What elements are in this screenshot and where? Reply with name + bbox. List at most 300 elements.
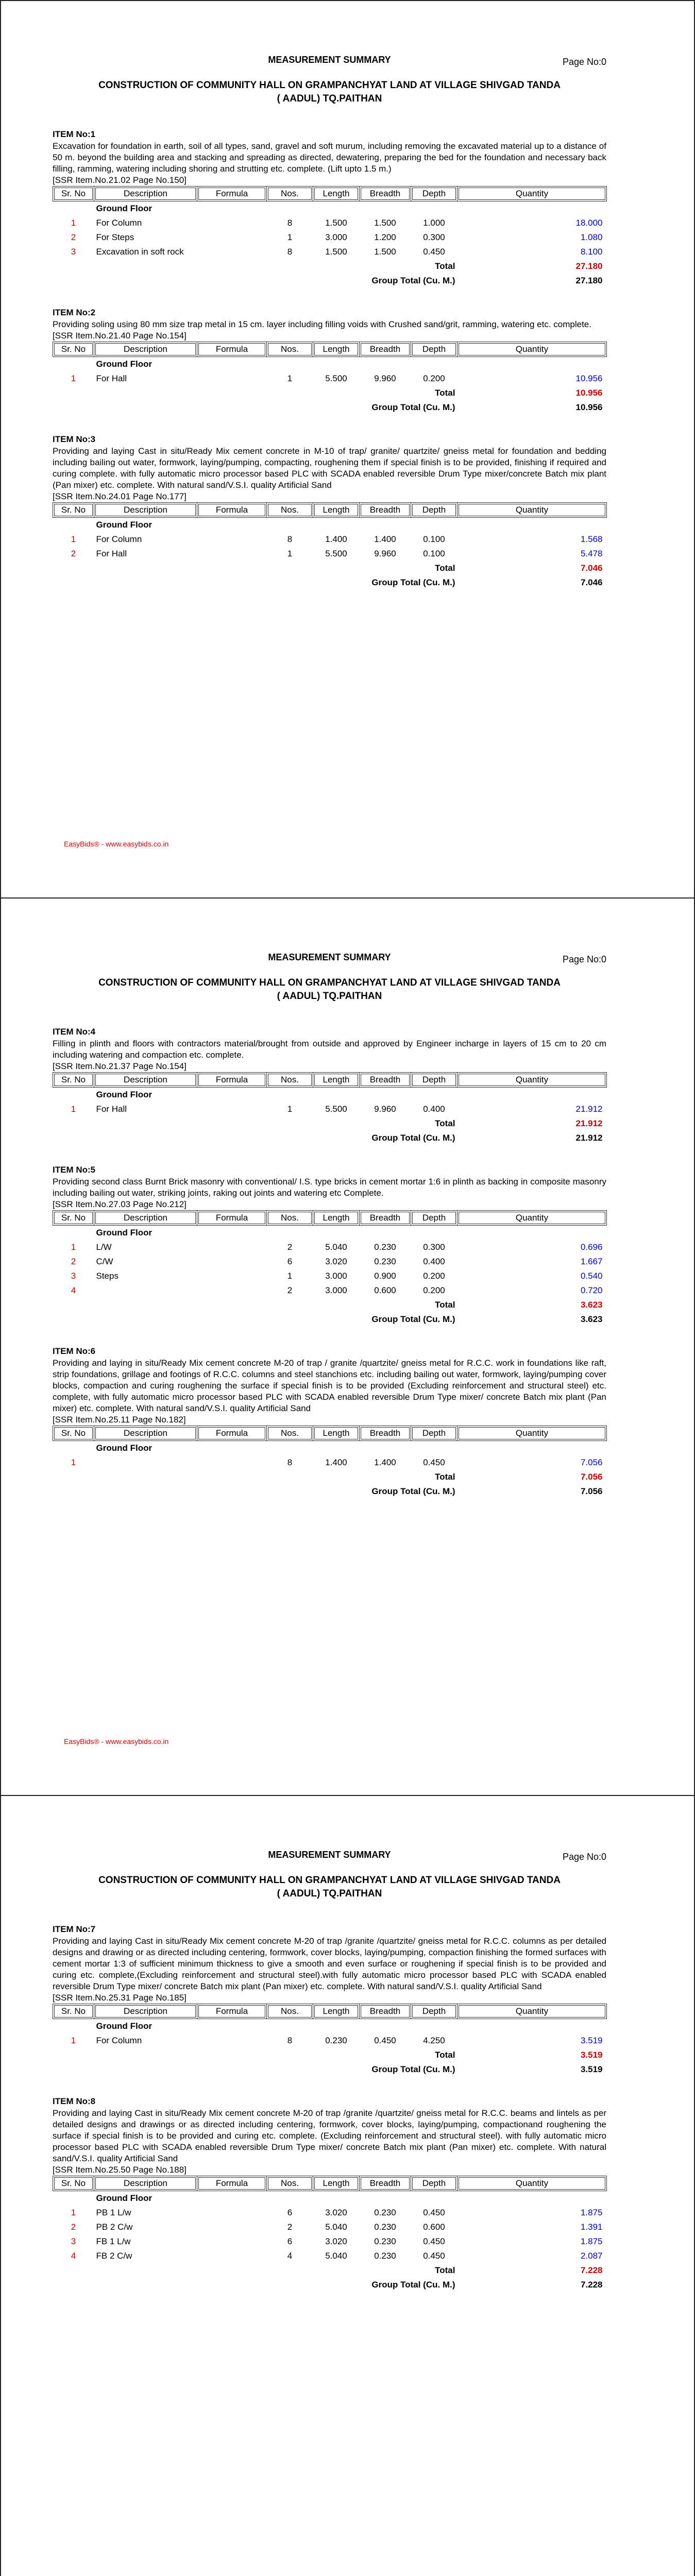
total-value: 7.228 xyxy=(580,2265,603,2275)
item-ssr-reference: [SSR Item.No.21.02 Page No.150] xyxy=(53,175,187,185)
cell-breadth: 9.960 xyxy=(374,1104,396,1114)
group-total-row xyxy=(53,2280,607,2294)
group-row xyxy=(53,2019,607,2036)
group-total-label: Group Total (Cu. M.) xyxy=(371,1486,455,1496)
table-row xyxy=(53,1257,607,1271)
project-title xyxy=(53,1874,606,1901)
table-row xyxy=(53,232,607,247)
cell-nos: 2 xyxy=(287,2222,293,2232)
item-title: ITEM No:8 xyxy=(53,2096,96,2106)
measurement-table xyxy=(53,2176,607,2294)
cell-description xyxy=(94,1285,197,1300)
cell-formula xyxy=(197,1271,267,1285)
table-row xyxy=(53,549,607,563)
project-title xyxy=(53,976,606,1003)
group-label: Ground Floor xyxy=(96,359,152,369)
cell-length: 5.040 xyxy=(325,2222,347,2232)
project-title-line1: CONSTRUCTION OF COMMUNITY HALL ON GRAMPANCHYAT LAND AT VILLAGE SHIVGAD TANDA xyxy=(98,1875,561,1886)
summary-title: MEASUREMENT SUMMARY xyxy=(268,1850,391,1860)
group-label: Ground Floor xyxy=(96,2021,152,2031)
project-title-line2: ( AADUL) TQ.PAITHAN xyxy=(277,991,382,1002)
col-length: Length xyxy=(313,1211,360,1226)
item-title: ITEM No:1 xyxy=(53,129,96,139)
cell-sr-no: 1 xyxy=(71,2036,76,2045)
cell-length: 1.500 xyxy=(325,247,347,257)
cell-nos: 8 xyxy=(287,1458,293,1467)
cell-sr-no: 1 xyxy=(71,2208,76,2217)
group-total-value: 3.623 xyxy=(580,1314,603,1324)
table-row xyxy=(53,1458,607,1472)
total-row xyxy=(53,1300,607,1314)
col-formula: Formula xyxy=(197,2176,267,2191)
cell-breadth: 1.400 xyxy=(374,1458,396,1467)
page-number: Page No:0 xyxy=(562,1852,606,1862)
cell-breadth: 0.450 xyxy=(374,2036,396,2045)
group-total-value: 3.519 xyxy=(580,2064,603,2074)
cell-breadth: 0.230 xyxy=(374,2236,396,2246)
cell-formula xyxy=(197,534,267,549)
table-header-row xyxy=(53,1211,607,1226)
total-label: Total xyxy=(435,563,455,573)
total-row xyxy=(53,1472,607,1486)
cell-length: 3.000 xyxy=(325,1271,347,1281)
cell-nos: 8 xyxy=(287,218,293,228)
col-sr-no: Sr. No xyxy=(53,2004,94,2019)
cell-sr-no: 4 xyxy=(71,1285,76,1295)
group-label: Ground Floor xyxy=(96,520,152,530)
cell-breadth: 0.230 xyxy=(374,1242,396,1252)
cell-length: 5.040 xyxy=(325,1242,347,1252)
group-total-row xyxy=(53,1486,607,1501)
cell-sr-no: 1 xyxy=(71,1104,76,1114)
cell-breadth: 1.500 xyxy=(374,247,396,257)
project-title xyxy=(53,79,606,106)
project-title-line1: CONSTRUCTION OF COMMUNITY HALL ON GRAMPANCHYAT LAND AT VILLAGE SHIVGAD TANDA xyxy=(98,80,561,91)
item-ssr-reference: [SSR Item.No.21.40 Page No.154] xyxy=(53,331,187,341)
total-value: 3.623 xyxy=(580,1300,603,1310)
cell-quantity: 18.000 xyxy=(575,218,603,228)
cell-depth: 1.000 xyxy=(423,218,445,228)
col-formula: Formula xyxy=(197,187,267,201)
col-formula: Formula xyxy=(197,2004,267,2019)
item-title: ITEM No:3 xyxy=(53,434,96,444)
cell-nos: 6 xyxy=(287,2208,293,2217)
cell-nos: 1 xyxy=(287,232,293,242)
footer-brand: EasyBids® - www.easybids.co.in xyxy=(64,840,169,848)
col-description: Description xyxy=(94,2004,197,2019)
page-number: Page No:0 xyxy=(562,954,606,964)
cell-description: PB 1 L/w xyxy=(96,2208,131,2217)
cell-formula xyxy=(197,374,267,388)
total-value: 3.519 xyxy=(580,2050,603,2060)
cell-depth: 0.450 xyxy=(423,2208,445,2217)
cell-breadth: 1.400 xyxy=(374,534,396,544)
col-description: Description xyxy=(94,503,197,518)
footer-brand: EasyBids® - www.easybids.co.in xyxy=(64,1737,169,1745)
cell-length: 3.000 xyxy=(325,1285,347,1295)
measurement-table xyxy=(53,502,607,592)
cell-formula xyxy=(197,218,267,232)
item-description: Providing and laying Cast in situ/Ready Mix cement concrete M-20 of trap /granite /quartzite/ gneiss metal for R.C.C. beams and lintels as per detailed designs and drawings or as directed including centering, formwork, cover blocks, laying/pumping, compactionand roughening the surface if special finish is to be provided and curing etc. complete. (Excluding reinforcement and structural steel). with fully automatic micro processor based PLC with SCADA enabled reversible Drum Type mixer/ concrete Batch mix plant (Pan mixer) etc. complete. With natural sand/V.S.I. quality Artificial Sand xyxy=(53,2108,606,2163)
cell-depth: 0.100 xyxy=(423,549,445,558)
table-header-row xyxy=(53,503,607,518)
col-depth: Depth xyxy=(411,1073,457,1088)
col-length: Length xyxy=(313,1426,360,1441)
total-label: Total xyxy=(435,2050,455,2060)
cell-depth: 0.200 xyxy=(423,1271,445,1281)
group-total-label: Group Total (Cu. M.) xyxy=(371,578,455,587)
col-description: Description xyxy=(94,1211,197,1226)
total-row xyxy=(53,261,607,276)
col-description: Description xyxy=(94,1073,197,1088)
cell-formula xyxy=(197,2222,267,2236)
group-label: Ground Floor xyxy=(96,204,152,213)
cell-sr-no: 2 xyxy=(71,549,76,558)
table-row xyxy=(53,2251,607,2265)
table-row xyxy=(53,2208,607,2222)
group-spacer xyxy=(53,518,94,535)
cell-formula xyxy=(197,1458,267,1472)
cell-quantity: 1.667 xyxy=(580,1257,603,1266)
group-spacer xyxy=(53,201,94,218)
cell-sr-no: 2 xyxy=(71,1257,76,1266)
total-row xyxy=(53,2265,607,2280)
total-label: Total xyxy=(435,1300,455,1310)
col-sr-no: Sr. No xyxy=(53,1073,94,1088)
total-row xyxy=(53,388,607,402)
col-quantity: Quantity xyxy=(457,342,607,357)
cell-quantity: 0.720 xyxy=(580,1285,603,1295)
total-value: 7.046 xyxy=(580,563,603,573)
col-formula: Formula xyxy=(197,342,267,357)
cell-sr-no: 4 xyxy=(71,2251,76,2261)
col-nos: Nos. xyxy=(267,503,313,518)
cell-nos: 6 xyxy=(287,2236,293,2246)
cell-nos: 2 xyxy=(287,1242,293,1252)
group-total-label: Group Total (Cu. M.) xyxy=(371,2280,455,2290)
col-depth: Depth xyxy=(411,1211,457,1226)
group-total-value: 27.180 xyxy=(575,276,603,285)
col-quantity: Quantity xyxy=(457,187,607,201)
cell-depth: 0.100 xyxy=(423,534,445,544)
measurement-table xyxy=(53,1072,607,1147)
project-title-line2: ( AADUL) TQ.PAITHAN xyxy=(277,1888,382,1899)
cell-depth: 0.400 xyxy=(423,1257,445,1266)
cell-breadth: 0.230 xyxy=(374,2251,396,2261)
cell-formula xyxy=(197,2251,267,2265)
group-total-value: 10.956 xyxy=(575,402,603,412)
item-ssr-reference: [SSR Item.No.27.03 Page No.212] xyxy=(53,1199,187,1209)
cell-formula xyxy=(197,247,267,261)
col-breadth: Breadth xyxy=(360,187,411,201)
group-total-value: 21.912 xyxy=(575,1133,603,1143)
col-nos: Nos. xyxy=(267,1073,313,1088)
cell-length: 5.500 xyxy=(325,1104,347,1114)
col-formula: Formula xyxy=(197,1073,267,1088)
col-description: Description xyxy=(94,187,197,201)
measurement-table xyxy=(53,2004,607,2079)
table-row xyxy=(53,2236,607,2251)
measurement-item xyxy=(53,1924,606,2079)
cell-breadth: 0.900 xyxy=(374,1271,396,1281)
total-value: 7.056 xyxy=(580,1472,603,1482)
col-sr-no: Sr. No xyxy=(53,1211,94,1226)
items-container xyxy=(53,1027,606,1501)
cell-quantity: 0.696 xyxy=(580,1242,603,1252)
col-depth: Depth xyxy=(411,187,457,201)
cell-quantity: 3.519 xyxy=(580,2036,603,2045)
table-row xyxy=(53,218,607,232)
cell-sr-no: 1 xyxy=(71,534,76,544)
item-description: Filling in plinth and floors with contractors material/brought from outside and approved by Engineer incharge in layers of 15 cm to 20 cm including watering and compaction etc. complete. xyxy=(53,1039,606,1060)
cell-nos: 8 xyxy=(287,2036,293,2045)
project-title-line2: ( AADUL) TQ.PAITHAN xyxy=(277,93,382,104)
table-row xyxy=(53,1285,607,1300)
col-sr-no: Sr. No xyxy=(53,187,94,201)
group-total-row xyxy=(53,1314,607,1329)
total-label: Total xyxy=(435,1472,455,1482)
total-value: 21.912 xyxy=(575,1118,603,1128)
cell-nos: 8 xyxy=(287,247,293,257)
cell-quantity: 1.080 xyxy=(580,232,603,242)
cell-sr-no: 1 xyxy=(71,1458,76,1467)
item-description: Providing second class Burnt Brick masonry with conventional/ I.S. type bricks in cement mortar 1:6 in plinth as backing in composite masonry including bailing out water, striking joints, raking out joints and watering etc Complete. xyxy=(53,1177,606,1198)
measurement-item xyxy=(53,2096,606,2294)
group-label: Ground Floor xyxy=(96,1090,152,1099)
group-total-label: Group Total (Cu. M.) xyxy=(371,1133,455,1143)
cell-breadth: 1.500 xyxy=(374,218,396,228)
total-label: Total xyxy=(435,2265,455,2275)
cell-depth: 0.450 xyxy=(423,2236,445,2246)
total-row xyxy=(53,2050,607,2064)
total-value: 10.956 xyxy=(575,388,603,398)
items-container xyxy=(53,1924,606,2294)
cell-nos: 1 xyxy=(287,549,293,558)
cell-length: 3.020 xyxy=(325,1257,347,1266)
measurement-table xyxy=(53,342,607,417)
group-row xyxy=(53,518,607,535)
cell-sr-no: 2 xyxy=(71,232,76,242)
item-title: ITEM No:5 xyxy=(53,1165,96,1175)
table-header-row xyxy=(53,187,607,201)
col-breadth: Breadth xyxy=(360,1426,411,1441)
item-description: Providing soling using 80 mm size trap metal in 15 cm. layer including filling voids with Crushed sand/grit, ramming, watering etc. complete. xyxy=(53,319,591,329)
item-ssr-reference: [SSR Item.No.25.11 Page No.182] xyxy=(53,1415,186,1425)
cell-depth: 0.200 xyxy=(423,374,445,383)
cell-description: For Hall xyxy=(96,1104,127,1114)
table-header-row xyxy=(53,2176,607,2191)
table-row xyxy=(53,1242,607,1257)
total-label: Total xyxy=(435,1118,455,1128)
total-value: 27.180 xyxy=(575,261,603,271)
cell-depth: 0.300 xyxy=(423,232,445,242)
col-breadth: Breadth xyxy=(360,2176,411,2191)
cell-nos: 1 xyxy=(287,1271,293,1281)
cell-depth: 0.600 xyxy=(423,2222,445,2232)
total-row xyxy=(53,1118,607,1133)
table-header-row xyxy=(53,1073,607,1088)
col-description: Description xyxy=(94,1426,197,1441)
cell-sr-no: 3 xyxy=(71,1271,76,1281)
group-row xyxy=(53,1088,607,1105)
summary-title: MEASUREMENT SUMMARY xyxy=(268,952,391,962)
col-nos: Nos. xyxy=(267,1426,313,1441)
cell-length: 1.400 xyxy=(325,1458,347,1467)
table-header-row xyxy=(53,2004,607,2019)
cell-description: FB 2 C/w xyxy=(96,2251,132,2261)
cell-quantity: 1.391 xyxy=(580,2222,603,2232)
item-ssr-reference: [SSR Item.No.24.01 Page No.177] xyxy=(53,492,187,501)
item-ssr-reference: [SSR Item.No.25.31 Page No.185] xyxy=(53,1993,187,2003)
cell-nos: 1 xyxy=(287,374,293,383)
table-header-row xyxy=(53,342,607,357)
cell-nos: 6 xyxy=(287,1257,293,1266)
col-depth: Depth xyxy=(411,2176,457,2191)
col-quantity: Quantity xyxy=(457,2004,607,2019)
measurement-item xyxy=(53,1027,606,1147)
group-spacer xyxy=(53,1441,94,1458)
col-sr-no: Sr. No xyxy=(53,342,94,357)
project-title-line1: CONSTRUCTION OF COMMUNITY HALL ON GRAMPANCHYAT LAND AT VILLAGE SHIVGAD TANDA xyxy=(98,977,561,988)
cell-description: For Hall xyxy=(96,549,127,558)
cell-description: Excavation in soft rock xyxy=(96,247,184,257)
table-row xyxy=(53,1271,607,1285)
group-total-label: Group Total (Cu. M.) xyxy=(371,276,455,285)
document-page xyxy=(0,1795,695,2576)
group-label: Ground Floor xyxy=(96,2193,152,2203)
cell-nos: 2 xyxy=(287,1285,293,1295)
col-breadth: Breadth xyxy=(360,1073,411,1088)
group-label: Ground Floor xyxy=(96,1228,152,1238)
items-container xyxy=(53,129,606,592)
cell-quantity: 5.478 xyxy=(580,549,603,558)
cell-breadth: 0.230 xyxy=(374,2222,396,2232)
cell-description: FB 1 L/w xyxy=(96,2236,131,2246)
col-description: Description xyxy=(94,342,197,357)
cell-nos: 8 xyxy=(287,534,293,544)
cell-description: Steps xyxy=(96,1271,118,1281)
cell-length: 5.500 xyxy=(325,374,347,383)
cell-length: 3.020 xyxy=(325,2236,347,2246)
cell-formula xyxy=(197,549,267,563)
item-description: Excavation for foundation in earth, soil of all types, sand, gravel and soft murum, including removing the excavated material up to a distance of 50 m. beyond the building area and stacking and spreading as directed, dewatering, preparing the bed for the foundation and necessary back filling, ramming, watering including shoring and strutting etc. complete. (Lift upto 1.5 m.) xyxy=(53,141,606,174)
cell-description: PB 2 C/w xyxy=(96,2222,133,2232)
group-total-row xyxy=(53,2064,607,2079)
cell-formula xyxy=(197,1242,267,1257)
table-row xyxy=(53,247,607,261)
cell-length: 0.230 xyxy=(325,2036,347,2045)
col-breadth: Breadth xyxy=(360,503,411,518)
col-nos: Nos. xyxy=(267,187,313,201)
table-row xyxy=(53,2036,607,2050)
col-length: Length xyxy=(313,2004,360,2019)
cell-depth: 0.200 xyxy=(423,1285,445,1295)
group-row xyxy=(53,1226,607,1243)
cell-breadth: 0.600 xyxy=(374,1285,396,1295)
cell-description: For Steps xyxy=(96,232,134,242)
cell-length: 5.040 xyxy=(325,2251,347,2261)
cell-sr-no: 3 xyxy=(71,247,76,257)
group-label: Ground Floor xyxy=(96,1443,152,1453)
cell-formula xyxy=(197,1285,267,1300)
col-length: Length xyxy=(313,503,360,518)
cell-length: 3.020 xyxy=(325,2208,347,2217)
cell-length: 1.500 xyxy=(325,218,347,228)
col-quantity: Quantity xyxy=(457,2176,607,2191)
cell-description: L/W xyxy=(96,1242,112,1252)
cell-depth: 0.450 xyxy=(423,247,445,257)
item-title: ITEM No:7 xyxy=(53,1924,96,1934)
total-label: Total xyxy=(435,388,455,398)
col-nos: Nos. xyxy=(267,342,313,357)
group-row xyxy=(53,1441,607,1458)
col-formula: Formula xyxy=(197,1211,267,1226)
cell-breadth: 0.230 xyxy=(374,1257,396,1266)
group-total-label: Group Total (Cu. M.) xyxy=(371,1314,455,1324)
measurement-item xyxy=(53,1346,606,1501)
item-ssr-reference: [SSR Item.No.21.37 Page No.154] xyxy=(53,1061,187,1071)
cell-breadth: 9.960 xyxy=(374,374,396,383)
col-length: Length xyxy=(313,1073,360,1088)
group-total-value: 7.228 xyxy=(580,2280,603,2290)
col-quantity: Quantity xyxy=(457,503,607,518)
cell-quantity: 1.875 xyxy=(580,2236,603,2246)
col-depth: Depth xyxy=(411,503,457,518)
document-page xyxy=(0,897,695,1796)
group-total-label: Group Total (Cu. M.) xyxy=(371,2064,455,2074)
cell-description: For Hall xyxy=(96,374,127,383)
page-number: Page No:0 xyxy=(562,57,606,67)
item-title: ITEM No:4 xyxy=(53,1027,96,1037)
cell-formula xyxy=(197,2208,267,2222)
cell-quantity: 7.056 xyxy=(580,1458,603,1467)
cell-formula xyxy=(197,232,267,247)
cell-sr-no: 1 xyxy=(71,374,76,383)
item-description: Providing and laying Cast in situ/Ready Mix cement concrete in M-10 of trap/ granite/ quartzite/ gneiss metal for foundation and bedding including bailing out water, formwork, laying/pumping, compacting, roughening them if special finish is to be provided, finishing if required and curing complete. with fully automatic micro processor based PLC with SCADA enabled reversible Drum Type mixer/concrete Batch mix plant (Pan mixer) etc. complete. With natural sand/V.S.I. quality Artificial Sand xyxy=(53,446,606,490)
col-quantity: Quantity xyxy=(457,1073,607,1088)
col-length: Length xyxy=(313,2176,360,2191)
measurement-item xyxy=(53,1165,606,1329)
col-breadth: Breadth xyxy=(360,342,411,357)
col-nos: Nos. xyxy=(267,2176,313,2191)
page-header xyxy=(53,952,606,963)
page-header xyxy=(53,55,606,65)
group-total-value: 7.056 xyxy=(580,1486,603,1496)
cell-formula xyxy=(197,2036,267,2050)
cell-length: 1.400 xyxy=(325,534,347,544)
cell-description xyxy=(94,1458,197,1472)
document-page xyxy=(0,0,695,899)
cell-length: 5.500 xyxy=(325,549,347,558)
item-title: ITEM No:6 xyxy=(53,1346,96,1356)
cell-breadth: 9.960 xyxy=(374,549,396,558)
cell-depth: 0.450 xyxy=(423,1458,445,1467)
cell-depth: 0.400 xyxy=(423,1104,445,1114)
item-description: Providing and laying Cast in situ/Ready Mix cement concrete M-20 of trap /granite /quartzite/ gneiss metal for R.C.C. columns as per detailed designs and drawing or as directed including centering, formwork, cover blocks, laying/pumping, compaction finishing the formed surfaces with cement mortar 1:3 of sufficient minimum thickness to give a smooth and even surface or roughening if special finish is to be provided and curing etc. complete,(Excluding reinforcement and structural steel).with fully automatic micro processor based PLC with SCADA enabled reversible Drum Type mixer/ concrete Batch mix plant (Pan mixer) etc. complete. With natural sand/V.S.I. quality Artificial Sand xyxy=(53,1936,606,1991)
item-ssr-reference: [SSR Item.No.25.50 Page No.188] xyxy=(53,2165,187,2175)
cell-breadth: 0.230 xyxy=(374,2208,396,2217)
group-total-row xyxy=(53,402,607,417)
col-depth: Depth xyxy=(411,1426,457,1441)
measurement-item xyxy=(53,434,606,592)
table-header-row xyxy=(53,1426,607,1441)
cell-breadth: 1.200 xyxy=(374,232,396,242)
col-breadth: Breadth xyxy=(360,2004,411,2019)
measurement-table xyxy=(53,186,607,290)
group-total-row xyxy=(53,276,607,290)
cell-formula xyxy=(197,1104,267,1118)
col-depth: Depth xyxy=(411,2004,457,2019)
